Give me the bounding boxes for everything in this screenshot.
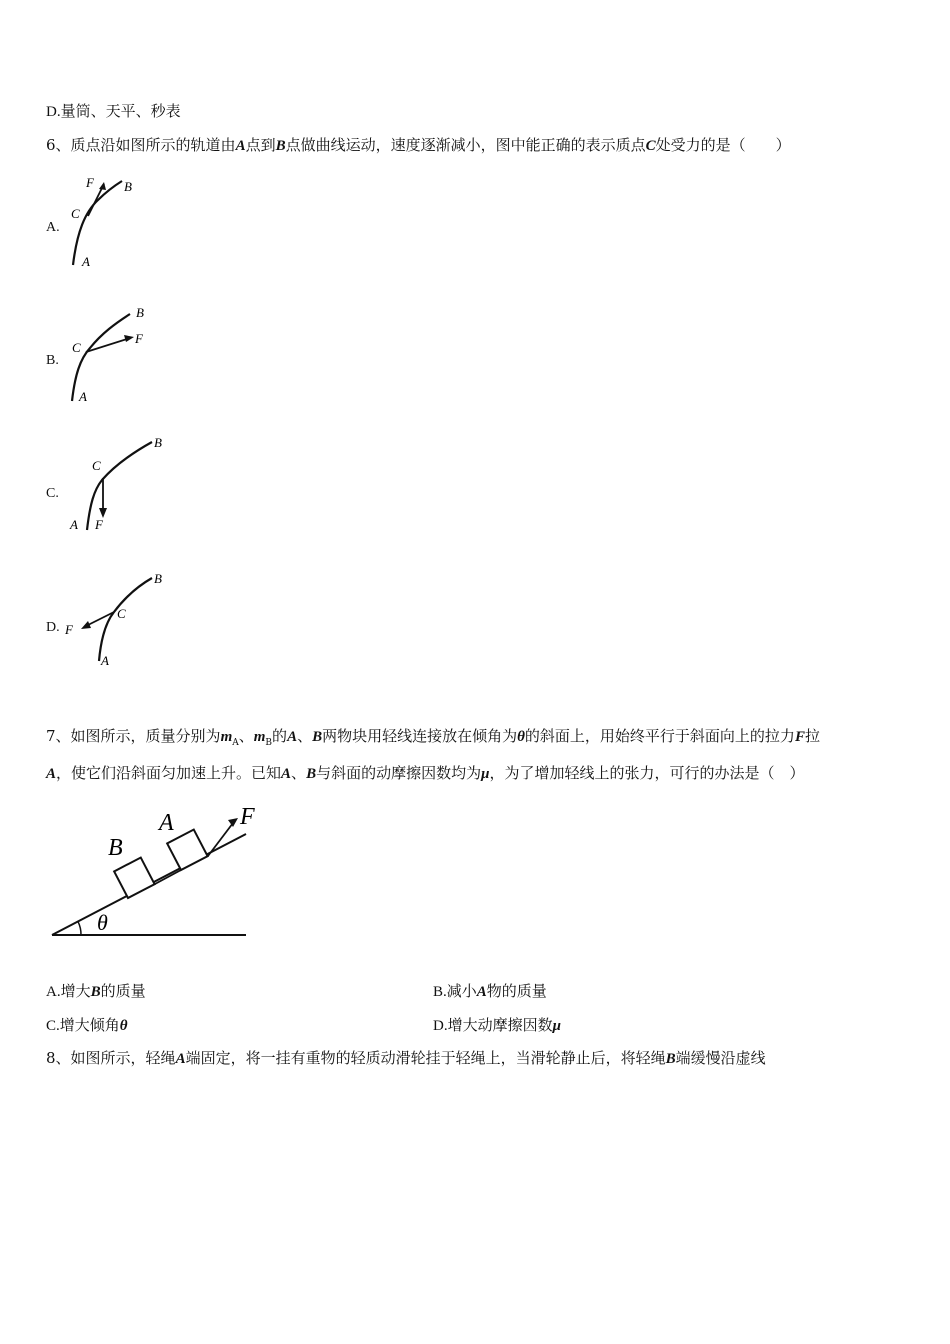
label-f: F — [65, 622, 73, 637]
q7-option-c[interactable]: C.增大倾角θ — [46, 1018, 128, 1034]
label-a: A — [70, 517, 78, 532]
q6-option-d-figure[interactable] — [60, 568, 170, 673]
theta-label: θ — [97, 910, 108, 935]
angle-arc — [78, 922, 81, 935]
label-b: B — [154, 571, 162, 586]
q8-stem: 8、如图所示，轻绳A端固定，将一挂有重物的轻质动滑轮挂于轻绳上，当滑轮静止后，将轻绳B端缓慢沿虚线 — [46, 1049, 766, 1067]
label-a: A — [79, 389, 87, 404]
label-f: F — [86, 175, 94, 190]
q7-incline-figure — [48, 800, 268, 942]
label-c: C — [92, 458, 101, 473]
q6-stem: 6、质点沿如图所示的轨道由A点到B点做曲线运动，速度逐渐减小，图中能正确的表示质点C处受力的是（ ） — [46, 136, 791, 154]
q6-option-d-label[interactable]: D. — [46, 620, 60, 635]
label-b: B — [136, 305, 144, 320]
label-b: B — [124, 179, 132, 194]
q6-option-a-figure[interactable] — [60, 172, 150, 272]
q6-option-c-label[interactable]: C. — [46, 486, 59, 501]
label-c: C — [117, 606, 126, 621]
label-a: A — [159, 810, 174, 836]
force-arrowhead — [99, 182, 106, 190]
force-arrow — [208, 823, 233, 856]
q6-option-b-figure[interactable] — [60, 303, 160, 403]
label-f: F — [135, 331, 143, 346]
label-c: C — [72, 340, 81, 355]
label-a: A — [82, 254, 90, 269]
label-c: C — [71, 206, 80, 221]
trajectory-curve — [73, 181, 122, 265]
connecting-rope — [155, 870, 181, 884]
trajectory-curve — [72, 314, 130, 401]
q7-stem-line-2: A，使它们沿斜面匀加速上升。已知A、B与斜面的动摩擦因数均为μ，为了增加轻线上的张力，可行的办法是（ ） — [46, 764, 805, 782]
block-b — [114, 858, 154, 898]
label-b: B — [108, 835, 123, 861]
force-arrowhead — [81, 621, 91, 629]
q7-option-a[interactable]: A.增大B的质量 — [46, 982, 146, 1000]
q7-option-d[interactable]: D.增大动摩擦因数μ — [433, 1018, 561, 1034]
force-arrowhead — [124, 335, 134, 342]
label-b: B — [154, 435, 162, 450]
q6-option-b-label[interactable]: B. — [46, 353, 59, 368]
label-f: F — [95, 517, 103, 532]
q5-option-d: D.量筒、天平、秒表 — [46, 104, 181, 120]
q7-stem-line-1: 7、如图所示，质量分别为$m_A$、$m_B$的A、B两物块用轻线连接放在倾角为θ的斜面上，用始终平行于斜面向上的拉力F拉 — [46, 727, 820, 748]
q7-option-b[interactable]: B.减小A物的质量 — [433, 982, 547, 1000]
q6-option-c-figure[interactable] — [60, 432, 170, 537]
force-arrowhead — [228, 818, 238, 827]
label-a: A — [101, 653, 109, 668]
q6-option-a-label[interactable]: A. — [46, 220, 60, 235]
label-f: F — [240, 804, 255, 830]
